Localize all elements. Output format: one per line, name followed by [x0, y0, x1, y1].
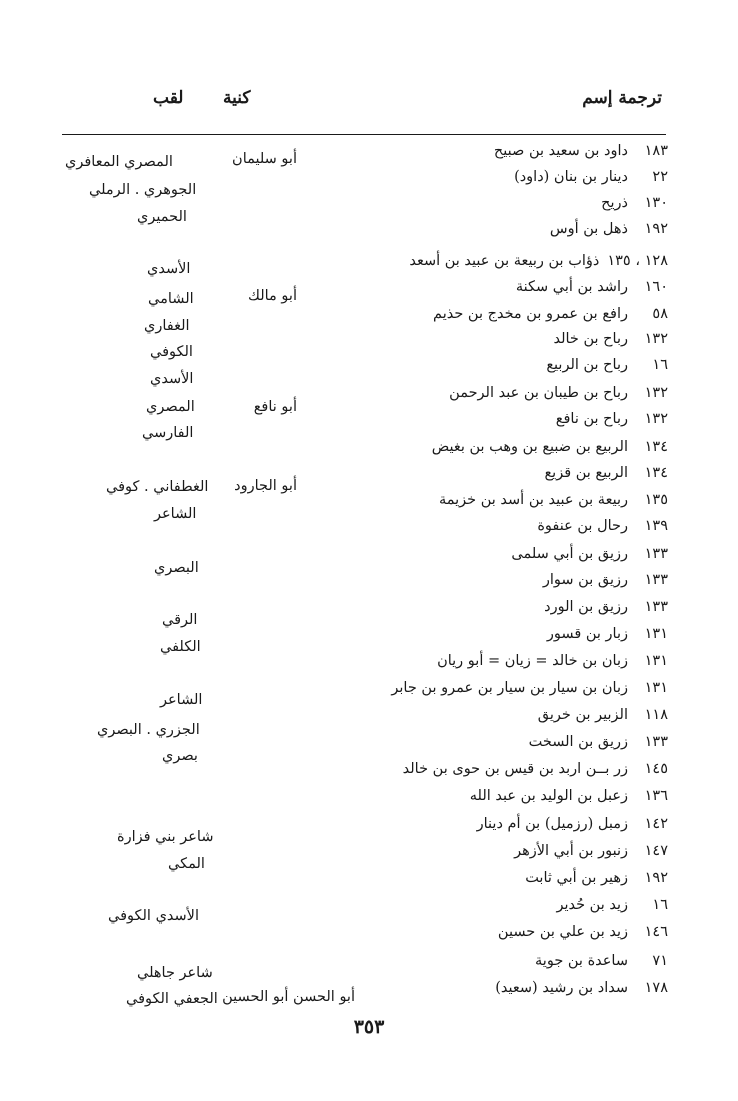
entry-number: ١٣٩	[644, 518, 668, 534]
entry-name: زهير بن أبي ثابت	[525, 870, 628, 886]
entry-number: ١٣٣	[644, 546, 668, 562]
laqab-cell: الجوهري . الرملي	[89, 182, 197, 198]
entry-number: ٥٨	[652, 306, 668, 322]
laqab-cell: الجزري . البصري	[97, 722, 200, 738]
entry-name: الزبير بن خريق	[537, 707, 628, 723]
entry-row	[553, 328, 668, 350]
entry-name: زنبور بن أبي الأزهر	[514, 843, 628, 859]
laqab-cell: الكلفي	[160, 639, 201, 655]
entry-row	[537, 515, 668, 537]
header-rule	[62, 134, 666, 135]
entry-name: زريق بن السخت	[528, 734, 628, 750]
kunya-cell: أبو الحسن أبو الحسين	[222, 989, 355, 1005]
column-header-laqab: لقب	[153, 88, 184, 108]
laqab-cell: الكوفي	[150, 344, 193, 360]
entry-row	[525, 867, 668, 889]
entry-name: زعبل بن الوليد بن عبد الله	[469, 788, 628, 804]
entry-row	[433, 303, 668, 325]
entry-number: ١٢٨ ، ١٣٥	[607, 253, 668, 269]
entry-name: زر بــن اربد بن قيس بن حوى بن خالد	[402, 761, 628, 777]
entry-name: زبان بن خالد = زيان = أبو ريان	[437, 653, 628, 669]
entry-number: ١٣١	[644, 653, 668, 669]
entry-row	[547, 623, 668, 645]
entry-number: ١٦٠	[644, 279, 668, 295]
laqab-cell: الحميري	[137, 209, 187, 225]
entry-number: ١٣٣	[644, 734, 668, 750]
entry-row	[529, 731, 668, 753]
entry-name: رزيق بن سوار	[542, 572, 628, 588]
page-number: ٣٥٣	[353, 1016, 385, 1038]
entry-name: ربيعة بن عبيد بن أسد بن خزيمة	[438, 492, 628, 508]
entry-number: ١٣٤	[644, 439, 668, 455]
entry-row	[544, 462, 668, 484]
entry-number: ١٣١	[644, 680, 668, 696]
laqab-cell: شاعر بني فزارة	[117, 829, 214, 845]
entry-number: ١٩٢	[644, 870, 668, 886]
entry-row	[470, 785, 668, 807]
entry-number: ١٣٤	[644, 465, 668, 481]
entry-row	[403, 758, 668, 780]
entry-row	[498, 921, 668, 943]
entry-name: دينار بن بنان (داود)	[514, 169, 628, 185]
entry-number: ١٤٥	[644, 761, 668, 777]
entry-row	[546, 354, 668, 376]
entry-number: ١٨٣	[644, 143, 668, 159]
entry-row	[511, 543, 668, 565]
entry-name: ذهل بن أوس	[549, 221, 628, 237]
kunya-cell: أبو الجارود	[234, 478, 297, 494]
laqab-cell: البصري	[154, 560, 199, 576]
laqab-cell: بصري	[162, 748, 198, 764]
entry-number: ١٤٢	[644, 816, 668, 832]
entry-name: رحال بن عنفوة	[537, 518, 628, 534]
entry-name: رزيق بن أبي سلمى	[511, 546, 628, 562]
kunya-cell: أبو سليمان	[232, 151, 297, 167]
laqab-cell: المصري	[146, 399, 195, 415]
entry-row	[538, 704, 668, 726]
entry-row	[409, 250, 668, 272]
entry-row	[601, 192, 668, 214]
entry-name: زبار بن قسور	[546, 626, 628, 642]
entry-number: ٢٢	[652, 169, 668, 185]
entry-row	[535, 950, 668, 972]
entry-row	[495, 977, 668, 999]
entry-number: ٧١	[652, 953, 668, 969]
entry-number: ١٤٧	[644, 843, 668, 859]
entry-name: زيد بن علي بن حسين	[497, 924, 628, 940]
entry-row	[543, 569, 668, 591]
entry-name: سداد بن رشيد (سعيد)	[495, 980, 628, 996]
entry-number: ١٣٢	[644, 411, 668, 427]
entry-row	[494, 140, 668, 162]
entry-name: زبان بن سيار بن سيار بن عمرو بن جابر	[391, 680, 628, 696]
entry-number: ١٧٨	[644, 980, 668, 996]
entry-row	[544, 596, 668, 618]
laqab-cell: الشاعر	[160, 692, 203, 708]
entry-name: ساعدة بن جوية	[535, 953, 628, 969]
entry-name: ذؤاب بن ربيعة بن عبيد بن أسعد	[409, 253, 600, 269]
entry-name: الربيع بن ضبيع بن وهب بن بغيض	[431, 439, 628, 455]
laqab-cell: الغفاري	[144, 318, 190, 334]
laqab-cell: الرقي	[162, 612, 198, 628]
laqab-cell: الأسدي	[150, 371, 194, 387]
entry-name: داود بن سعيد بن صبيح	[493, 143, 628, 159]
entry-number: ١٣٢	[644, 385, 668, 401]
entry-number: ١٣٣	[644, 599, 668, 615]
entry-number: ١٣٢	[644, 331, 668, 347]
kunya-cell: أبو نافع	[253, 399, 297, 415]
entry-row	[477, 813, 668, 835]
entry-name: ذريح	[601, 195, 628, 211]
laqab-cell: الغطفاني . كوفي	[106, 479, 209, 495]
laqab-cell: المصري المعافري	[65, 154, 173, 170]
entry-row	[550, 218, 668, 240]
entry-name: رزيق بن الورد	[544, 599, 628, 615]
entry-name: زمبل (رزميل) بن أم دينار	[476, 816, 628, 832]
entry-number: ١٩٢	[644, 221, 668, 237]
entry-row	[514, 840, 668, 862]
entry-row	[391, 677, 668, 699]
laqab-cell: شاعر جاهلي	[137, 965, 213, 981]
laqab-cell: الفارسي	[142, 425, 194, 441]
entry-number: ١٣٣	[644, 572, 668, 588]
entry-number: ١٦	[652, 357, 668, 373]
entry-name: رباح بن خالد	[553, 331, 628, 347]
entry-row	[514, 166, 668, 188]
entry-name: زيد بن حُدير	[556, 897, 628, 913]
entry-row	[449, 382, 668, 404]
column-header-name: ترجمة إسم	[582, 88, 662, 108]
entry-name: راشد بن أبي سكنة	[515, 279, 628, 295]
entry-row	[432, 436, 668, 458]
entry-row	[556, 894, 668, 916]
entry-number: ١٣٠	[644, 195, 668, 211]
entry-row	[556, 408, 668, 430]
entry-row	[437, 650, 668, 672]
laqab-cell: الشاعر	[154, 506, 197, 522]
laqab-cell: الجعفي الكوفي	[126, 991, 218, 1007]
entry-name: رباح بن الربيع	[546, 357, 628, 373]
laqab-cell: الأسدي	[147, 261, 191, 277]
entry-number: ١٦	[652, 897, 668, 913]
entry-name: رافع بن عمرو بن مخدج بن حذيم	[433, 306, 628, 322]
entry-number: ١١٨	[644, 707, 668, 723]
laqab-cell: الشامي	[148, 291, 194, 307]
entry-number: ١٣٥	[644, 492, 668, 508]
entry-name: رباح بن طيبان بن عبد الرحمن	[449, 385, 628, 401]
column-header-kunya: كنية	[223, 88, 251, 108]
entry-name: رباح بن نافع	[555, 411, 628, 427]
entry-row	[516, 276, 668, 298]
entry-row	[439, 489, 668, 511]
laqab-cell: الأسدي الكوفي	[108, 908, 199, 924]
laqab-cell: المكي	[168, 856, 205, 872]
entry-number: ١٣٦	[644, 788, 668, 804]
kunya-cell: أبو مالك	[248, 288, 297, 304]
entry-name: الربيع بن قزيع	[544, 465, 628, 481]
entry-number: ١٤٦	[644, 924, 668, 940]
entry-number: ١٣١	[644, 626, 668, 642]
